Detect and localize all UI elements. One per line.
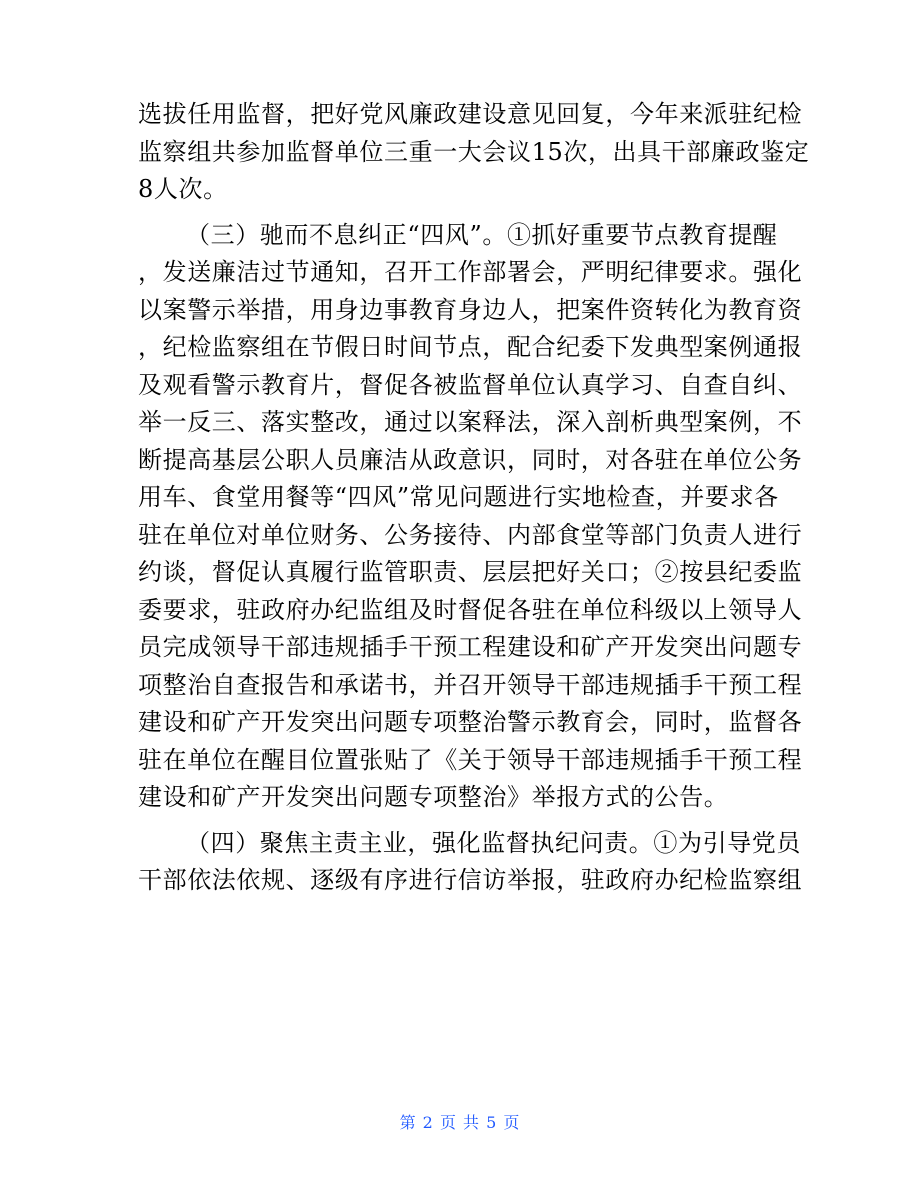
text-line: ，发送廉洁过节通知，召开工作部署会，严明纪律要求。强化 bbox=[138, 258, 803, 286]
paragraph-3 bbox=[138, 825, 803, 900]
text-line: 委要求，驻政府办纪监组及时督促各驻在单位科级以上领导人 bbox=[138, 595, 803, 624]
paragraph-2 bbox=[138, 217, 803, 817]
paragraph-1 bbox=[138, 96, 810, 209]
page-number: 第 2 页 共 5 页 bbox=[399, 1113, 521, 1132]
text-line: 举一反三、落实整改，通过以案释法，深入剖析典型案例，不 bbox=[138, 408, 803, 436]
text-line: 断提高基层公职人员廉洁从政意识，同时，对各驻在单位公务 bbox=[138, 445, 803, 474]
text-line: 驻在单位在醒目位置张贴了《关于领导干部违规插手干预工程 bbox=[138, 745, 803, 774]
text-line: 员完成领导干部违规插手干预工程建设和矿产开发突出问题专 bbox=[138, 633, 803, 661]
text-line: 项整治自查报告和承诺书，并召开领导干部违规插手干预工程 bbox=[138, 670, 803, 699]
text-line: 干部依法依规、逐级有序进行信访举报，驻政府办纪检监察组 bbox=[138, 866, 803, 894]
page-footer bbox=[0, 1112, 920, 1134]
text-line: 监察组共参加监督单位三重一大会议15次，出具干部廉政鉴定 bbox=[138, 137, 810, 166]
text-line: 以案警示举措，用身边事教育身边人，把案件资转化为教育资 bbox=[138, 295, 803, 324]
text-line: 约谈，督促认真履行监管职责、层层把好关口；②按县纪委监 bbox=[138, 558, 803, 586]
text-line: 选拔任用监督，把好党风廉政建设意见回复，今年来派驻纪检 bbox=[138, 100, 803, 128]
text-line: 用车、食堂用餐等“四风”常见问题进行实地检查，并要求各 bbox=[138, 483, 779, 511]
document-body bbox=[138, 96, 810, 900]
text-line: 驻在单位对单位财务、公务接待、内部食堂等部门负责人进行 bbox=[138, 520, 803, 549]
text-line: ，纪检监察组在节假日时间节点，配合纪委下发典型案例通报 bbox=[138, 333, 803, 361]
text-line: （四）聚焦主责主业，强化监督执纪问责。①为引导党员 bbox=[186, 828, 801, 857]
text-line: 及观看警示教育片，督促各被监督单位认真学习、自查自纠、 bbox=[138, 370, 803, 399]
text-line: 建设和矿产开发突出问题专项整治警示教育会，同时，监督各 bbox=[138, 708, 803, 736]
text-line: 建设和矿产开发突出问题专项整治》举报方式的公告。 bbox=[138, 783, 729, 811]
text-line: （三）驰而不息纠正“四风”。①抓好重要节点教育提醒 bbox=[186, 220, 778, 249]
text-line: 8人次。 bbox=[138, 175, 228, 203]
